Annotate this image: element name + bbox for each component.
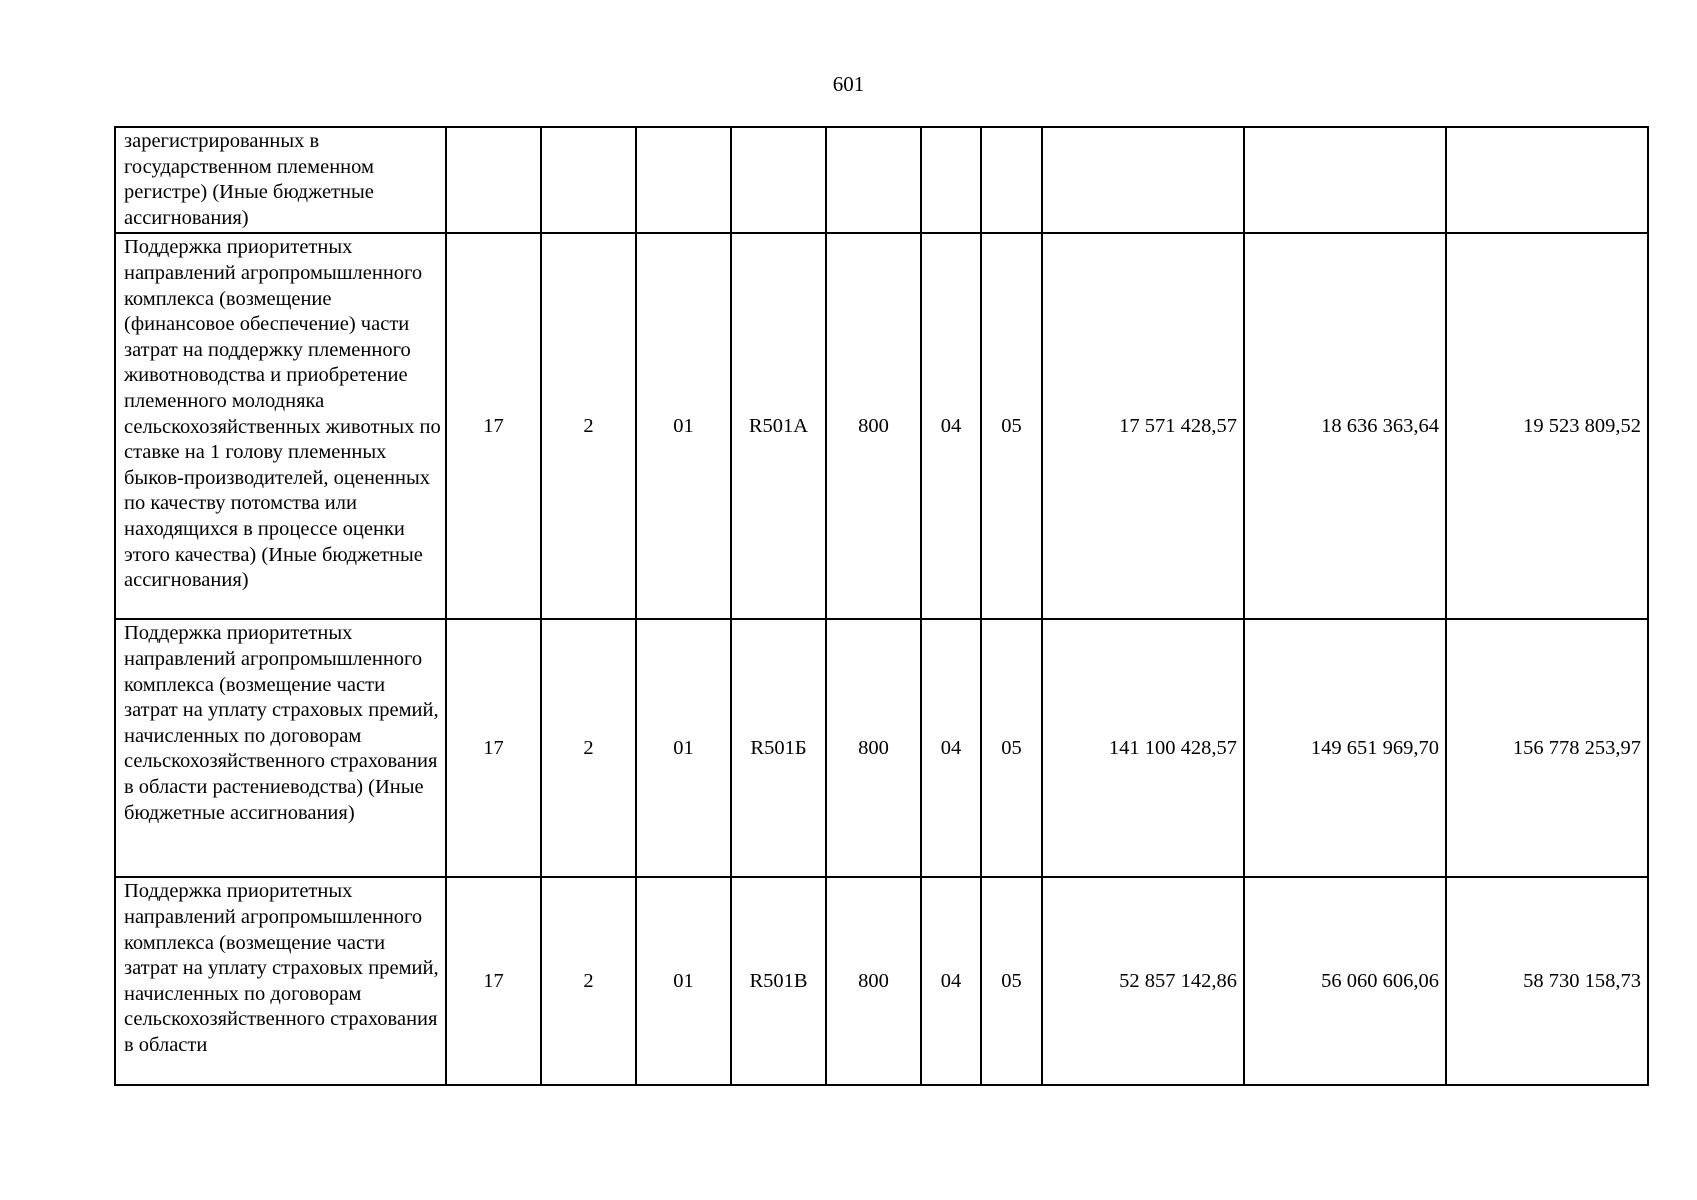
table-cell: 01 (636, 877, 731, 1085)
amount-cell: 19 523 809,52 (1446, 233, 1648, 619)
table-cell: 05 (981, 877, 1042, 1085)
table-cell (981, 127, 1042, 233)
amount-cell (1042, 127, 1244, 233)
table-cell: 800 (826, 877, 921, 1085)
row-description: Поддержка приоритетных направлений агропромышленного комплекса (возмещение (финансовое обеспечение) части затрат на поддержку племенного животноводства и приобретение племенного молодняка сельскохозяйственных животных по ставке на 1 голову племенных быков-производителей, оцененных по качеству потомства или находящихся в процессе оценки этого качества) (Иные бюджетные ассигнования) (115, 233, 446, 619)
amount-cell: 18 636 363,64 (1244, 233, 1446, 619)
table-cell: 2 (541, 619, 636, 877)
table-cell: R501A (731, 233, 826, 619)
page-number: 601 (832, 72, 865, 96)
table-cell: 17 (446, 877, 541, 1085)
table-cell: 01 (636, 619, 731, 877)
row-description: Поддержка приоритетных направлений агропромышленного комплекса (возмещение части затрат на уплату страховых премий, начисленных по договорам сельскохозяйственного страхования в области растениеводства) (Иные бюджетные ассигнования) (115, 619, 446, 877)
table-row (115, 233, 1648, 619)
table-row (115, 127, 1648, 233)
table-cell: 05 (981, 233, 1042, 619)
table-cell (921, 127, 981, 233)
amount-cell (1244, 127, 1446, 233)
table-cell: 17 (446, 233, 541, 619)
amount-cell: 52 857 142,86 (1042, 877, 1244, 1085)
table-cell: 800 (826, 619, 921, 877)
amount-cell: 58 730 158,73 (1446, 877, 1648, 1085)
table-cell: 04 (921, 877, 981, 1085)
budget-table (114, 126, 1649, 1086)
table-cell: 04 (921, 233, 981, 619)
table-cell: 2 (541, 233, 636, 619)
table-cell: 05 (981, 619, 1042, 877)
table-cell (826, 127, 921, 233)
table-row (115, 619, 1648, 877)
table-cell: R501Б (731, 619, 826, 877)
amount-cell: 156 778 253,97 (1446, 619, 1648, 877)
row-description: зарегистрированных в государственном племенном регистре) (Иные бюджетные ассигнования) (115, 127, 446, 233)
row-description: Поддержка приоритетных направлений агропромышленного комплекса (возмещение части затрат на уплату страховых премий, начисленных по договорам сельскохозяйственного страхования в области (115, 877, 446, 1085)
table-cell (541, 127, 636, 233)
table-cell: 800 (826, 233, 921, 619)
amount-cell: 17 571 428,57 (1042, 233, 1244, 619)
table-cell (446, 127, 541, 233)
table-cell: 17 (446, 619, 541, 877)
table-cell (636, 127, 731, 233)
table-row (115, 877, 1648, 1085)
amount-cell: 149 651 969,70 (1244, 619, 1446, 877)
table-cell (731, 127, 826, 233)
table-cell: 2 (541, 877, 636, 1085)
table-cell: R501В (731, 877, 826, 1085)
table-cell: 04 (921, 619, 981, 877)
table-cell: 01 (636, 233, 731, 619)
amount-cell: 56 060 606,06 (1244, 877, 1446, 1085)
amount-cell: 141 100 428,57 (1042, 619, 1244, 877)
amount-cell (1446, 127, 1648, 233)
